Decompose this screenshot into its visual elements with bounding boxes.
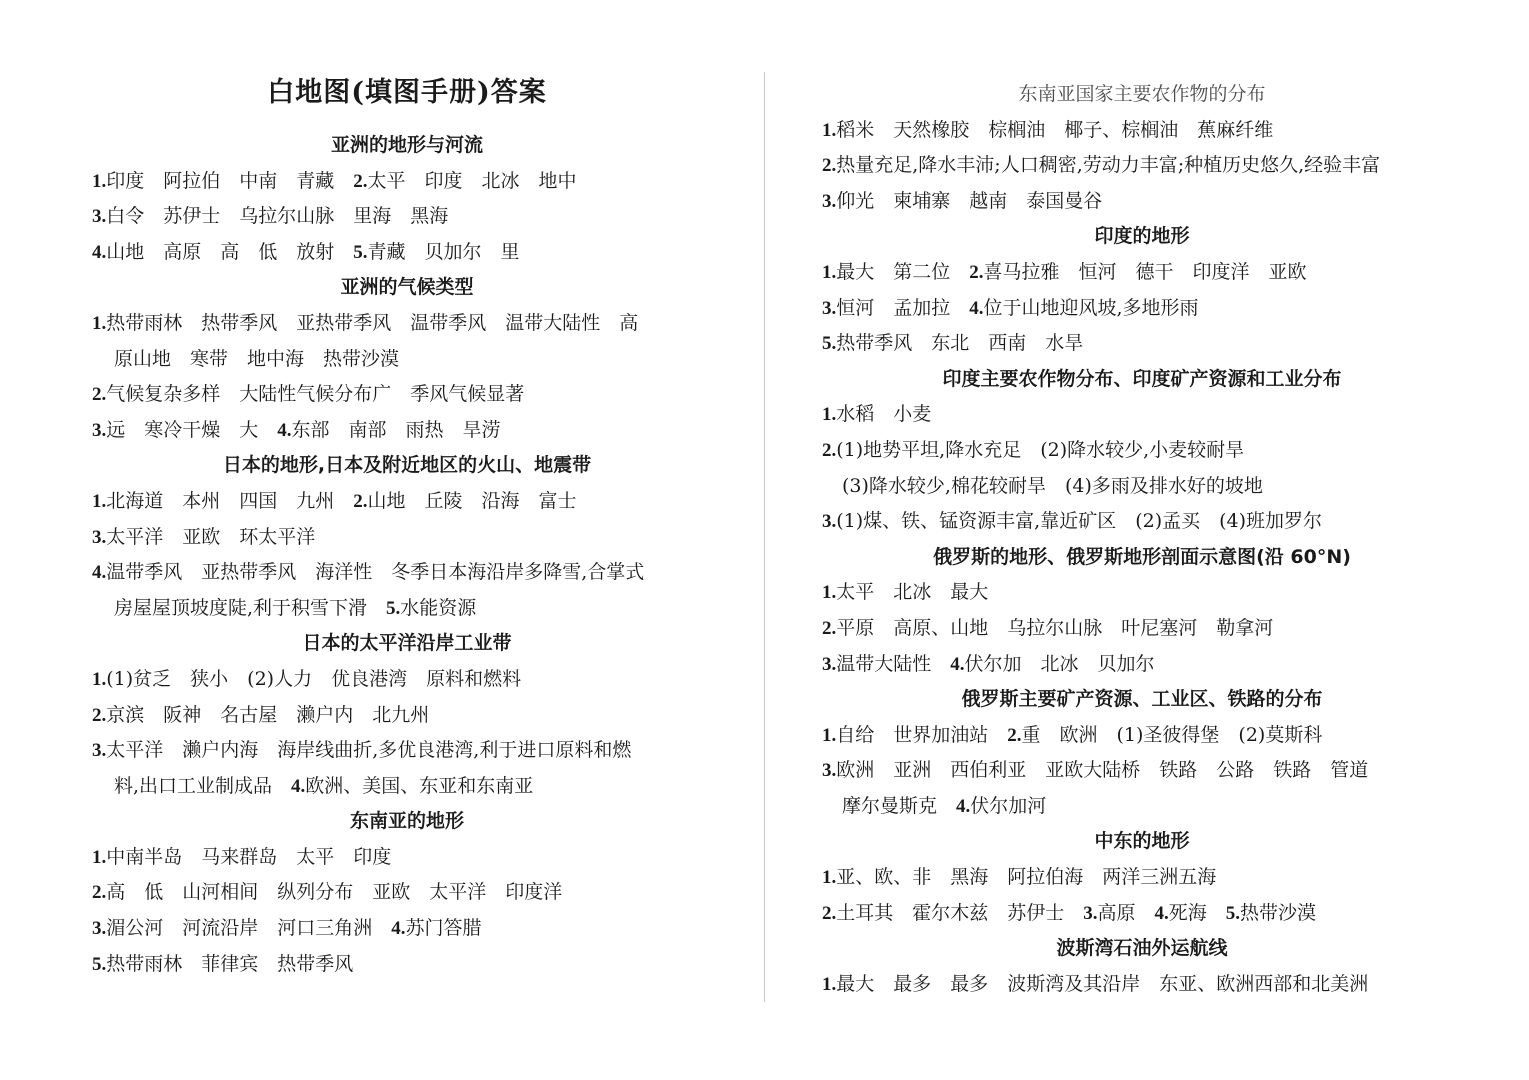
question-number: 2.: [969, 261, 984, 283]
answer-text: 热带沙漠: [1240, 901, 1317, 924]
question-number: 1.: [822, 724, 837, 746]
question-number: 5.: [92, 953, 107, 975]
answer-line: [92, 947, 722, 983]
answer-text: 欧洲、美国、东亚和东南亚: [305, 774, 534, 797]
right-answers: [822, 77, 1462, 1002]
answer-line: [822, 967, 1462, 1003]
question-number: 2.: [92, 384, 107, 406]
answer-text: 伏尔加河: [970, 794, 1047, 817]
answer-line: [822, 433, 1462, 469]
answer-line: [92, 164, 722, 200]
question-number: 3.: [92, 419, 107, 441]
answer-line: [822, 148, 1462, 184]
question-number: 2.: [92, 704, 107, 726]
answer-text: 水稻 小麦: [836, 403, 932, 426]
question-number: 4.: [391, 918, 406, 940]
answer-line: [92, 235, 722, 271]
answer-text: 亚、欧、非 黑海 阿拉伯海 两洋三洲五海: [836, 866, 1217, 889]
answer-text: 伏尔加 北冰 贝加尔: [964, 652, 1155, 675]
answer-line: [822, 753, 1462, 789]
answer-line: [822, 860, 1462, 896]
answer-text: (1)贫乏 狭小 (2)人力 优良港湾 原料和燃料: [106, 667, 522, 690]
question-number: 1.: [92, 846, 107, 868]
question-number: 2.: [353, 170, 368, 192]
section-heading: 日本的地形,日本及附近地区的火山、地震带: [222, 454, 592, 477]
answer-line: [92, 698, 722, 734]
answer-line: [822, 469, 1462, 505]
answer-line: [822, 718, 1462, 754]
answer-text: 苏门答腊: [405, 917, 482, 940]
answer-text: 高原: [1097, 901, 1155, 924]
answer-text: 水能资源: [400, 596, 477, 619]
answer-line: [822, 184, 1462, 220]
question-number: 3.: [92, 740, 107, 762]
answer-text: 热量充足,降水丰沛;人口稠密,劳动力丰富;种植历史悠久,经验丰富: [836, 154, 1381, 177]
question-number: 3.: [822, 511, 837, 533]
question-number: 4.: [291, 775, 306, 797]
section-heading: 波斯湾石油外运航线: [1056, 937, 1228, 960]
answer-text: 高 低 山河相间 纵列分布 亚欧 太平洋 印度洋: [106, 881, 563, 904]
section-heading: 亚洲的气候类型: [340, 276, 474, 299]
question-number: 4.: [92, 562, 107, 584]
answer-text: (1)煤、铁、锰资源丰富,靠近矿区 (2)孟买 (4)班加罗尔: [836, 510, 1323, 533]
answer-line: [822, 647, 1462, 683]
answer-text: 死海: [1168, 901, 1226, 924]
question-number: 3.: [92, 918, 107, 940]
question-number: 2.: [92, 882, 107, 904]
question-number: 1.: [822, 261, 837, 283]
section-heading: 东南亚的地形: [349, 810, 464, 833]
section-heading: 俄罗斯的地形、俄罗斯地形剖面示意图(沿 60°N): [933, 545, 1351, 568]
question-number: 4.: [92, 241, 107, 263]
answer-text: 京滨 阪神 名古屋 濑户内 北九州: [106, 703, 430, 726]
question-number: 3.: [92, 526, 107, 548]
question-number: 4.: [1154, 902, 1169, 924]
answer-text: 位于山地迎风坡,多地形雨: [983, 296, 1199, 319]
question-number: 1.: [92, 490, 107, 512]
question-number: 5.: [822, 333, 837, 355]
answer-line: [92, 520, 722, 556]
question-number: 5.: [1225, 902, 1241, 924]
question-number: 1.: [822, 119, 837, 141]
answer-text: 白令 苏伊士 乌拉尔山脉 里海 黑海: [106, 205, 449, 228]
answer-line: [822, 291, 1462, 327]
section-heading: 中东的地形: [1094, 830, 1190, 853]
question-number: 1.: [822, 582, 837, 604]
section-heading: 印度的地形: [1094, 225, 1190, 248]
section-heading: 日本的太平洋沿岸工业带: [302, 632, 512, 655]
answer-line: [822, 575, 1462, 611]
question-number: 1.: [92, 170, 107, 192]
answer-text: 北海道 本州 四国 九州: [106, 489, 354, 512]
answer-text: 热带雨林 热带季风 亚热带季风 温带季风 温带大陆性 高: [106, 311, 639, 334]
answer-line: [822, 896, 1462, 932]
question-number: 2.: [822, 617, 837, 639]
answer-text: 喜马拉雅 恒河 德干 印度洋 亚欧: [983, 260, 1307, 283]
question-number: 2.: [822, 902, 837, 924]
answer-text: 温带季风 亚热带季风 海洋性 冬季日本海沿岸多降雪,合掌式: [106, 561, 645, 584]
question-number: 2.: [353, 490, 368, 512]
answer-text: 山地 丘陵 沿海 富士: [367, 489, 577, 512]
question-number: 2.: [822, 439, 837, 461]
answer-line: [92, 342, 722, 378]
question-number: 3.: [822, 297, 837, 319]
answer-line: [822, 113, 1462, 149]
question-number: 5.: [353, 241, 368, 263]
answer-text: 平原 高原、山地 乌拉尔山脉 叶尼塞河 勒拿河: [836, 616, 1274, 639]
answer-text: 太平洋 亚欧 环太平洋: [106, 525, 316, 548]
question-number: 3.: [822, 653, 837, 675]
answer-line: [822, 255, 1462, 291]
question-number: 2.: [822, 155, 837, 177]
page-title: 白地图(填图手册)答案: [267, 77, 547, 108]
answer-line: [92, 306, 722, 342]
answer-text: 重 欧洲 (1)圣彼得堡 (2)莫斯科: [1021, 723, 1323, 746]
answer-text: 太平 印度 北冰 地中: [367, 169, 577, 192]
left-answers: [92, 128, 722, 982]
answer-line: [92, 911, 722, 947]
answer-line: [92, 591, 722, 627]
question-number: 3.: [92, 206, 107, 228]
question-number: 4.: [969, 297, 984, 319]
answer-text: 远 寒冷干燥 大: [106, 418, 278, 441]
answer-text: 东部 南部 雨热 旱涝: [291, 418, 501, 441]
answer-line: [822, 504, 1462, 540]
question-number: 3.: [1083, 902, 1098, 924]
answer-line: [92, 199, 722, 235]
answer-text: 热带季风 东北 西南 水旱: [836, 332, 1084, 355]
answer-line: [92, 377, 722, 413]
question-number: 1.: [92, 312, 107, 334]
answer-line: [92, 662, 722, 698]
column-divider: [764, 72, 765, 1002]
question-number: 5.: [386, 597, 401, 619]
answer-line: [92, 840, 722, 876]
question-number: 1.: [822, 404, 837, 426]
question-number: 4.: [956, 795, 971, 817]
answer-text: 太平 北冰 最大: [836, 581, 989, 604]
answer-text: 原山地 寒带 地中海 热带沙漠: [114, 347, 400, 370]
answer-line: [92, 555, 722, 591]
question-number: 4.: [277, 419, 292, 441]
answer-text: 摩尔曼斯克: [842, 794, 957, 817]
answer-text: 欧洲 亚洲 西伯利亚 亚欧大陆桥 铁路 公路 铁路 管道: [836, 759, 1369, 782]
question-number: 3.: [822, 760, 837, 782]
answer-text: 中南半岛 马来群岛 太平 印度: [106, 845, 392, 868]
answer-line: [92, 875, 722, 911]
answer-text: 房屋屋顶坡度陡,利于积雪下滑: [114, 596, 387, 619]
answer-line: [92, 769, 722, 805]
answer-text: 最大 最多 最多 波斯湾及其沿岸 东亚、欧洲西部和北美洲: [836, 972, 1369, 995]
answer-line: [92, 733, 722, 769]
question-number: 2.: [1007, 724, 1022, 746]
question-number: 1.: [92, 668, 107, 690]
answer-text: 最大 第二位: [836, 260, 970, 283]
question-number: 1.: [822, 973, 837, 995]
answer-line: [92, 484, 722, 520]
section-heading: 俄罗斯主要矿产资源、工业区、铁路的分布: [961, 688, 1323, 711]
answer-text: (1)地势平坦,降水充足 (2)降水较少,小麦较耐旱: [836, 438, 1245, 461]
section-heading: 印度主要农作物分布、印度矿产资源和工业分布: [942, 367, 1342, 390]
answer-text: 山地 高原 高 低 放射: [106, 240, 354, 263]
section-heading: 东南亚国家主要农作物的分布: [1018, 83, 1266, 105]
answer-text: 土耳其 霍尔木兹 苏伊士: [836, 901, 1084, 924]
answer-line: [92, 413, 722, 449]
answer-text: 稻米 天然橡胶 棕榈油 椰子、棕榈油 蕉麻纤维: [836, 118, 1274, 141]
answer-text: (3)降水较少,棉花较耐旱 (4)多雨及排水好的坡地: [842, 474, 1263, 497]
answer-text: 气候复杂多样 大陆性气候分布广 季风气候显著: [106, 383, 525, 406]
answer-line: [822, 397, 1462, 433]
answer-text: 湄公河 河流沿岸 河口三角洲: [106, 917, 392, 940]
answer-text: 恒河 孟加拉: [836, 296, 970, 319]
answer-text: 印度 阿拉伯 中南 青藏: [106, 169, 354, 192]
answer-text: 自给 世界加油站: [836, 723, 1008, 746]
answer-text: 热带雨林 菲律宾 热带季风: [106, 952, 354, 975]
answer-line: [822, 611, 1462, 647]
question-number: 4.: [950, 653, 965, 675]
answer-text: 温带大陆性: [836, 652, 951, 675]
answer-text: 仰光 柬埔寨 越南 泰国曼谷: [836, 189, 1103, 212]
answer-line: [822, 789, 1462, 825]
section-heading: 亚洲的地形与河流: [330, 134, 483, 156]
question-number: 3.: [822, 190, 837, 212]
answer-text: 青藏 贝加尔 里: [367, 240, 520, 263]
answer-text: 太平洋 濑户内海 海岸线曲折,多优良港湾,利于进口原料和燃: [106, 739, 632, 762]
question-number: 1.: [822, 867, 837, 889]
answer-line: [822, 326, 1462, 362]
answer-text: 料,出口工业制成品: [114, 774, 292, 797]
